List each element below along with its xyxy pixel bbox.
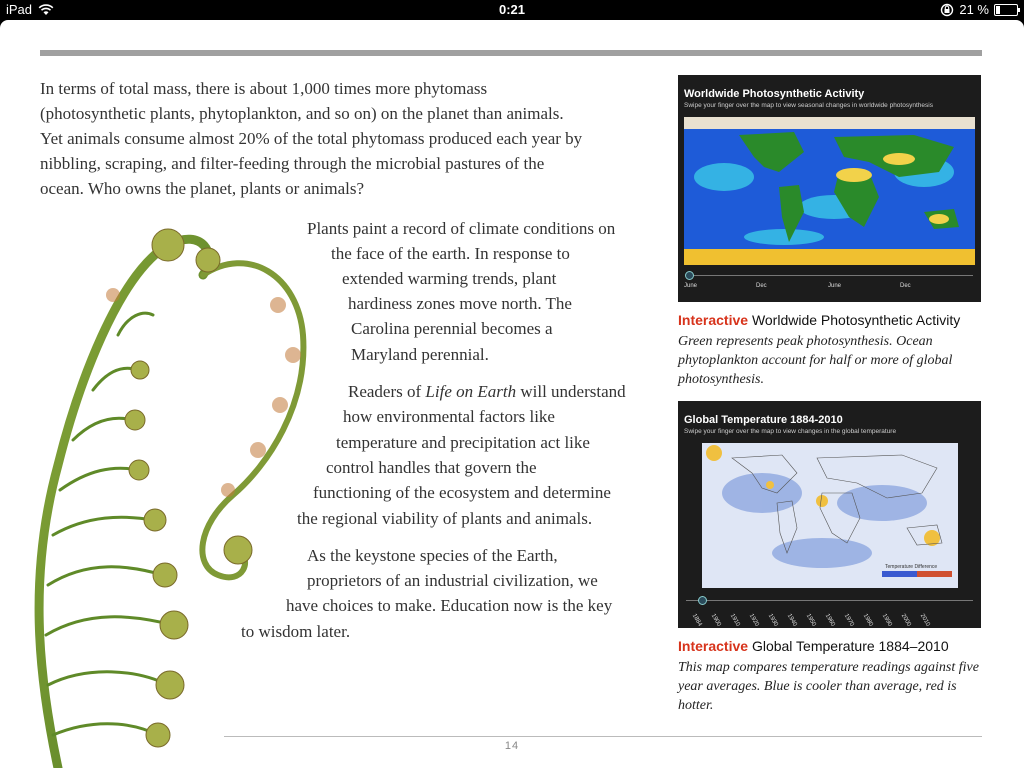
body-text-span: Readers of bbox=[348, 382, 426, 401]
timeline-year-label: 1900 bbox=[709, 613, 722, 628]
figure-photosynthesis bbox=[678, 75, 981, 389]
bottom-rule bbox=[224, 736, 982, 737]
timeline-label: June bbox=[684, 283, 698, 289]
page-number: 14 bbox=[504, 740, 520, 752]
body-line: hardiness zones move north. The bbox=[348, 294, 572, 313]
status-bar bbox=[0, 0, 1024, 20]
widget-title: Worldwide Photosynthetic Activity bbox=[684, 88, 865, 100]
book-page[interactable] bbox=[0, 20, 1024, 768]
body-line: temperature and precipitation act like bbox=[336, 433, 590, 452]
status-time: 0:21 bbox=[498, 2, 526, 17]
timeline-knob[interactable] bbox=[685, 271, 694, 280]
timeline-track[interactable] bbox=[686, 275, 973, 276]
figure-global-temperature bbox=[678, 401, 981, 715]
body-line: to wisdom later. bbox=[241, 622, 351, 641]
body-line: functioning of the ecosystem and determine bbox=[313, 483, 611, 502]
timeline-year-label: 1990 bbox=[880, 613, 893, 628]
battery-percent: 21 % bbox=[959, 2, 989, 17]
device-label: iPad bbox=[6, 2, 33, 17]
timeline-year-label: 1980 bbox=[861, 613, 874, 628]
fern-fiddlehead-image bbox=[18, 215, 338, 768]
legend-label: Temperature Difference bbox=[885, 564, 938, 570]
timeline-year-label: 1970 bbox=[842, 613, 855, 628]
timeline-year-label: 1960 bbox=[823, 613, 836, 628]
timeline-label: Dec bbox=[756, 283, 767, 289]
timeline-year-label: 1920 bbox=[747, 613, 760, 628]
top-rule bbox=[40, 50, 982, 56]
book-title: Life on Earth bbox=[425, 382, 517, 401]
figure-caption-text: This map compares temperature readings against five year averages. Blue is cooler than average, red is hotter. bbox=[678, 660, 979, 713]
interactive-label: Interactive bbox=[678, 312, 749, 328]
intro-line: ocean. Who owns the planet, plants or animals? bbox=[40, 179, 365, 198]
intro-line: In terms of total mass, there is about 1,000 times more phytomass bbox=[40, 79, 488, 98]
widget-subtitle: Swipe your finger over the map to view changes in the global temperature bbox=[684, 428, 897, 435]
figure-caption-title[interactable] bbox=[678, 638, 981, 654]
timeline-knob[interactable] bbox=[698, 596, 707, 605]
figure-caption-text: Green represents peak photosynthesis. Ocean phytoplankton account for half or more of global photosynthesis. bbox=[678, 334, 953, 387]
timeline-label: Dec bbox=[900, 283, 911, 289]
timeline-track[interactable] bbox=[686, 600, 973, 601]
timeline-year-label: 1930 bbox=[766, 613, 779, 628]
intro-line: (photosynthetic plants, phytoplankton, and so on) on the planet than animals. bbox=[40, 104, 564, 123]
timeline-year-label: 1940 bbox=[785, 613, 798, 628]
body-line: the face of the earth. In response to bbox=[331, 244, 570, 263]
body-line: have choices to make. Education now is the key bbox=[286, 596, 613, 615]
widget-title: Global Temperature 1884-2010 bbox=[684, 414, 843, 426]
body-line: Carolina perennial becomes a bbox=[351, 319, 553, 338]
timeline-year-label: 1884 bbox=[690, 613, 703, 628]
temperature-widget[interactable] bbox=[678, 401, 981, 628]
timeline-year-label: 1950 bbox=[804, 613, 817, 628]
body-line: the regional viability of plants and animals. bbox=[297, 509, 593, 528]
figure-caption-title[interactable] bbox=[678, 312, 981, 328]
caption-title-text: Global Temperature 1884–2010 bbox=[751, 638, 949, 654]
body-line bbox=[348, 379, 626, 404]
body-text-span: will understand bbox=[516, 382, 626, 401]
intro-paragraph bbox=[40, 76, 650, 201]
caption-title-text: Worldwide Photosynthetic Activity bbox=[751, 312, 961, 328]
timeline-year-label: 2010 bbox=[918, 613, 931, 628]
photosynthesis-widget[interactable] bbox=[678, 75, 981, 302]
timeline-label: June bbox=[828, 283, 842, 289]
body-line: As the keystone species of the Earth, bbox=[307, 546, 558, 565]
widget-subtitle: Swipe your finger over the map to view seasonal changes in worldwide photosynthesis bbox=[684, 102, 933, 109]
body-line: Plants paint a record of climate conditions on bbox=[307, 219, 616, 238]
body-line: control handles that govern the bbox=[326, 458, 537, 477]
body-line: extended warming trends, plant bbox=[342, 269, 557, 288]
interactive-label: Interactive bbox=[678, 638, 749, 654]
timeline-year-label: 2000 bbox=[899, 613, 912, 628]
battery-icon bbox=[994, 4, 1018, 16]
intro-line: nibbling, scraping, and filter-feeding through the microbial pastures of the bbox=[40, 154, 545, 173]
body-line: Maryland perennial. bbox=[351, 345, 489, 364]
rotation-lock-icon bbox=[940, 3, 954, 17]
timeline-year-label: 1910 bbox=[728, 613, 741, 628]
photosynthesis-map[interactable] bbox=[684, 117, 975, 265]
temperature-map[interactable] bbox=[702, 443, 958, 588]
body-line: how environmental factors like bbox=[343, 407, 555, 426]
body-line: proprietors of an industrial civilization, we bbox=[307, 571, 598, 590]
intro-line: Yet animals consume almost 20% of the total phytomass produced each year by bbox=[40, 129, 583, 148]
